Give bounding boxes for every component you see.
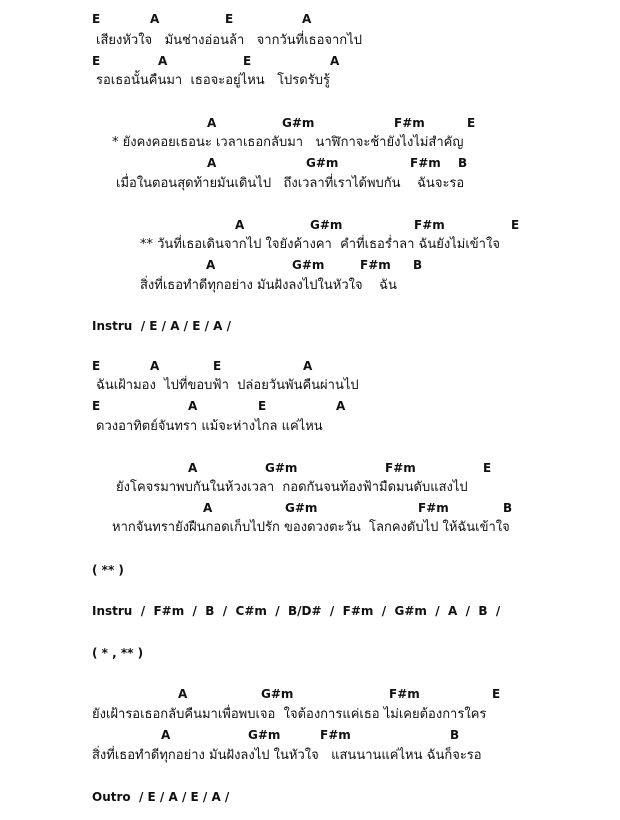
chord: E bbox=[511, 218, 520, 232]
chord: G#m bbox=[285, 501, 318, 515]
chord: G#m bbox=[282, 116, 315, 130]
lyric-line: ยังโคจรมาพบกันในห้วงเวลา กอดกันจนท้องฟ้ามืดมนดับแสงไป bbox=[116, 480, 468, 495]
chord: F#m bbox=[320, 728, 351, 742]
chord: A bbox=[158, 54, 168, 68]
chord: G#m bbox=[265, 461, 298, 475]
chord: E bbox=[92, 12, 101, 26]
lyric-line: * ยังคงคอยเธอนะ เวลาเธอกลับมา นาฬิกาจะช้ายังไงไม่สำคัญ bbox=[112, 135, 464, 150]
repeat-marker: ( ** ) bbox=[92, 563, 124, 577]
lyric-line: ฉันเฝ้ามอง ไปที่ขอบฟ้า ปล่อยวันพันคืนผ่านไป bbox=[96, 378, 359, 393]
chord: F#m bbox=[418, 501, 449, 515]
lyric-line: สิ่งที่เธอทำดีทุกอย่าง มันฝังลงไป ในหัวใจ แสนนานแค่ไหน ฉันก็จะรอ bbox=[92, 748, 482, 763]
lyric-line: ดวงอาทิตย์จันทรา แม้จะห่างไกล แค่ไหน bbox=[96, 419, 323, 434]
chord: E bbox=[483, 461, 492, 475]
chord: G#m bbox=[306, 156, 339, 170]
chord: F#m bbox=[410, 156, 441, 170]
chord: A bbox=[302, 12, 312, 26]
chord: E bbox=[225, 12, 234, 26]
chord: G#m bbox=[292, 258, 325, 272]
chord: E bbox=[467, 116, 476, 130]
lyric-line: เมื่อในตอนสุดท้ายมันเดินไป ถึงเวลาที่เราได้พบกัน ฉันจะรอ bbox=[116, 176, 465, 191]
chord: A bbox=[150, 12, 160, 26]
chord: G#m bbox=[248, 728, 281, 742]
chord: A bbox=[207, 156, 217, 170]
instrumental-line: Instru / E / A / E / A / bbox=[92, 319, 232, 333]
chord: A bbox=[161, 728, 171, 742]
lyric-line: ** วันที่เธอเดินจากไป ใจยังค้างคา คำที่เธอร่ำลา ฉันยังไม่เข้าใจ bbox=[140, 237, 500, 252]
chord: A bbox=[336, 399, 346, 413]
chord: A bbox=[150, 359, 160, 373]
chord: E bbox=[92, 399, 101, 413]
chord: A bbox=[330, 54, 340, 68]
lyric-line: หากจันทรายังฝืนกอดเก็บไปรัก ของดวงตะวัน โลกคงดับไป ให้ฉันเข้าใจ bbox=[112, 520, 510, 535]
lyric-line: เสียงหัวใจ มันช่างอ่อนล้า จากวันที่เธอจากไป bbox=[96, 33, 362, 48]
lyric-line: สิ่งที่เธอทำดีทุกอย่าง มันฝังลงไปในหัวใจ ฉัน bbox=[140, 278, 397, 293]
chord: A bbox=[203, 501, 213, 515]
chord: A bbox=[235, 218, 245, 232]
lyric-line: รอเธอนั้นคืนมา เธอจะอยู่ไหน โปรดรับรู้ bbox=[96, 73, 330, 88]
chord: A bbox=[207, 116, 217, 130]
chord: E bbox=[258, 399, 267, 413]
chord: G#m bbox=[261, 687, 294, 701]
chord: A bbox=[188, 399, 198, 413]
chord: E bbox=[92, 359, 101, 373]
chord: B bbox=[450, 728, 460, 742]
chord: F#m bbox=[414, 218, 445, 232]
chord: B bbox=[413, 258, 423, 272]
repeat-marker: ( * , ** ) bbox=[92, 646, 144, 660]
chord: A bbox=[178, 687, 188, 701]
instrumental-line: Instru / F#m / B / C#m / B/D# / F#m / G#m / A / B / bbox=[92, 604, 501, 618]
chord: F#m bbox=[394, 116, 425, 130]
outro-line: Outro / E / A / E / A / bbox=[92, 790, 230, 804]
chord: B bbox=[458, 156, 468, 170]
chord: F#m bbox=[385, 461, 416, 475]
chord: E bbox=[92, 54, 101, 68]
chord: A bbox=[206, 258, 216, 272]
chord: F#m bbox=[360, 258, 391, 272]
chord: E bbox=[243, 54, 252, 68]
chord: E bbox=[492, 687, 501, 701]
chord: A bbox=[188, 461, 198, 475]
chord: A bbox=[303, 359, 313, 373]
chord: B bbox=[503, 501, 513, 515]
lyric-line: ยังเฝ้ารอเธอกลับคืนมาเพื่อพบเจอ ใจต้องการแค่เธอ ไม่เคยต้องการใคร bbox=[92, 707, 487, 722]
chord: E bbox=[213, 359, 222, 373]
chord: G#m bbox=[310, 218, 343, 232]
chord: F#m bbox=[389, 687, 420, 701]
